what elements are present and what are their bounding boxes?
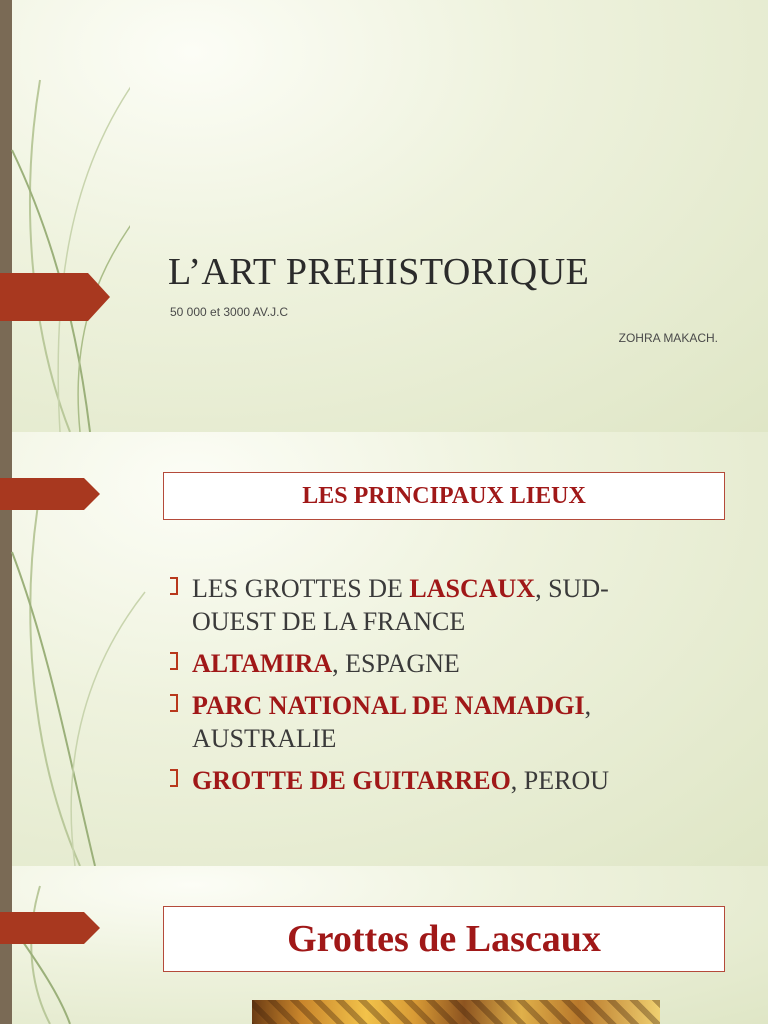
date-range-subtitle: 50 000 et 3000 AV.J.C	[170, 305, 289, 319]
accent-arrow	[0, 273, 110, 321]
bracket-bullet-icon	[170, 577, 178, 595]
item-text: , SUD-OUEST DE LA FRANCE	[192, 574, 609, 636]
item-text: LES GROTTES DE	[192, 574, 410, 603]
slide-heading: Grottes de Lascaux	[287, 918, 601, 960]
lascaux-slide	[0, 866, 768, 1024]
accent-arrow	[0, 478, 100, 510]
slide-side-bar	[0, 0, 12, 432]
bracket-bullet-icon	[170, 652, 178, 670]
list-item	[170, 689, 690, 755]
presentation-title: L’ART PREHISTORIQUE	[168, 251, 590, 293]
bracket-bullet-icon	[170, 694, 178, 712]
list-item	[170, 572, 690, 638]
item-highlight: PARC NATIONAL DE NAMADGI	[192, 691, 585, 720]
list-item	[170, 764, 690, 797]
slide-side-bar	[0, 866, 12, 1024]
decorative-curves	[0, 866, 120, 1024]
cave-painting-image	[252, 1000, 660, 1024]
item-highlight: GROTTE DE GUITARREO	[192, 766, 511, 795]
slide-heading: LES PRINCIPAUX LIEUX	[302, 482, 586, 509]
title-slide	[0, 0, 768, 432]
item-text: , ESPAGNE	[332, 649, 460, 678]
locations-slide	[0, 432, 768, 866]
author-name: ZOHRA MAKACH.	[618, 331, 718, 345]
item-highlight: ALTAMIRA	[192, 649, 333, 678]
item-text: , PEROU	[510, 766, 610, 795]
item-highlight: LASCAUX	[409, 574, 536, 603]
item-text: , AUSTRALIE	[192, 691, 592, 753]
decorative-curves	[0, 0, 130, 432]
slide-heading-box	[163, 906, 725, 972]
list-item	[170, 647, 690, 680]
slide-heading-box	[163, 472, 725, 520]
locations-list	[170, 572, 690, 806]
bracket-bullet-icon	[170, 769, 178, 787]
accent-arrow	[0, 912, 100, 944]
